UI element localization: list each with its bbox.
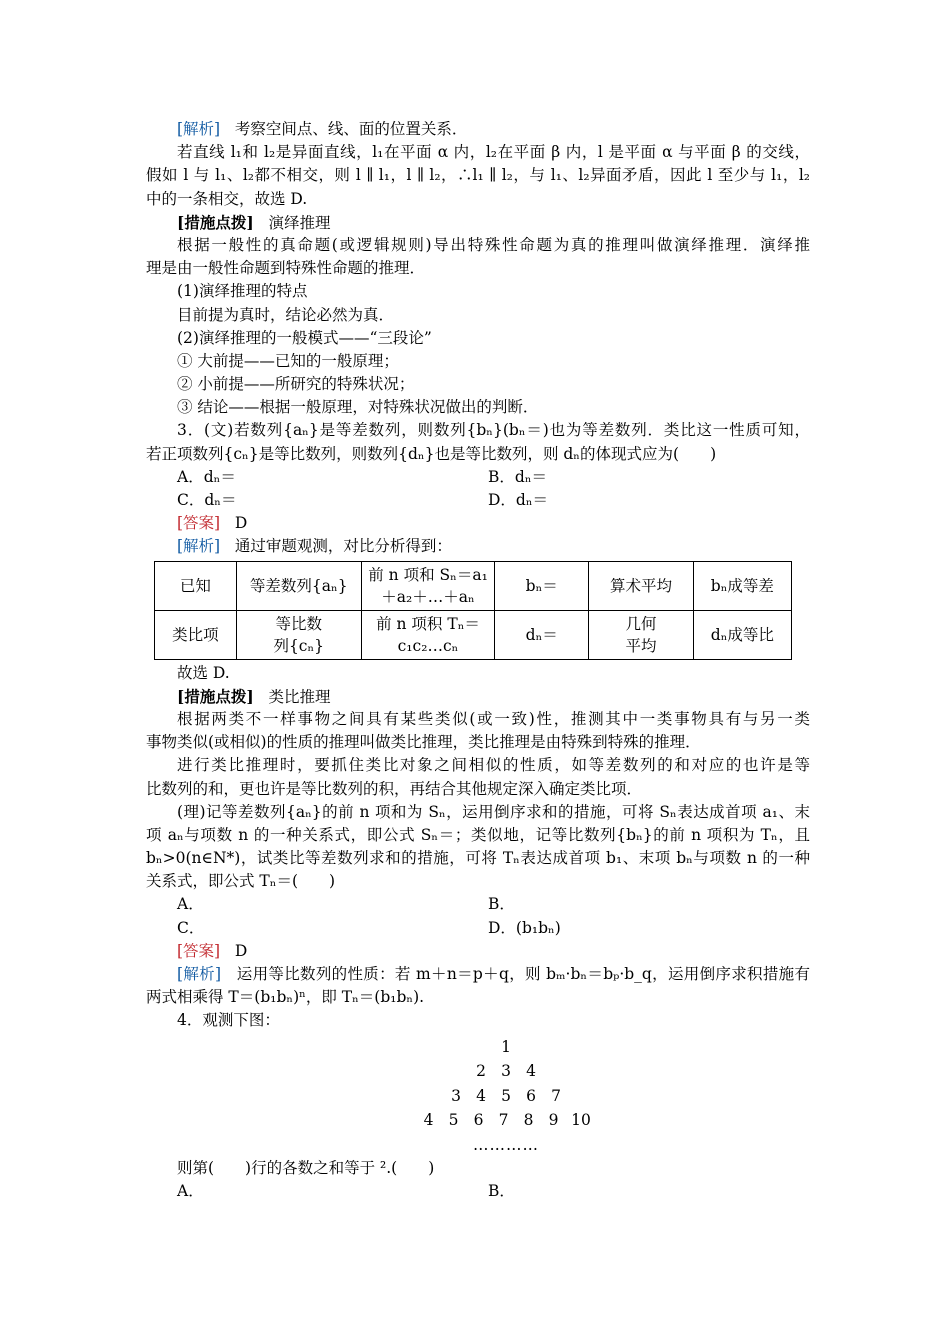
option-b: B． xyxy=(488,1182,515,1201)
analysis-line xyxy=(146,963,810,986)
triangle-number: 7 xyxy=(551,1086,561,1105)
triangle-number: 8 xyxy=(523,1111,534,1130)
paragraph-line: 理是由一般性命题到特殊性命题的推理． xyxy=(146,259,426,278)
triangle-number: 9 xyxy=(548,1111,559,1130)
table-cell: bₙ＝ xyxy=(495,561,589,610)
table-cell xyxy=(361,561,494,610)
analysis-text: 运用等比数列的性质：若 m＋n＝p＋q，则 bₘ·bₙ＝bₚ·b_q，运用倒序求积措施有 xyxy=(236,965,810,983)
table-cell xyxy=(589,610,693,659)
method-title: 类比推理 xyxy=(268,687,331,706)
option-a: A． xyxy=(177,1182,204,1201)
cell-line: 前 n 项和 Sₙ＝a₁ xyxy=(368,565,488,584)
table-row xyxy=(155,610,792,659)
question-line: 关系式，即公式 Tₙ＝( ) xyxy=(146,872,336,891)
table-cell: 已知 xyxy=(155,561,237,610)
paragraph-line: ② 小前提——所研究的特殊状况； xyxy=(177,375,415,394)
option-c: C．dₙ＝ xyxy=(177,491,237,509)
paragraph-line: 故选 D. xyxy=(177,663,230,682)
paragraph-line: (2)演绎推理的一般模式——“三段论” xyxy=(177,328,432,347)
method-tag: [措施点拨] xyxy=(177,686,254,706)
option-b: B． xyxy=(488,895,515,914)
triangle-row xyxy=(174,1084,838,1109)
question-line: 4．观测下图： xyxy=(177,1011,280,1030)
method-heading xyxy=(146,211,810,234)
paragraph-line: (1)演绎推理的特点 xyxy=(177,282,308,301)
option-a: A． xyxy=(177,895,204,914)
analysis-tag: [解析] xyxy=(177,537,221,556)
paragraph-line: 目前提为真时，结论必然为真． xyxy=(177,305,395,324)
question-line: 则第( )行的各数之和等于 ².( ) xyxy=(177,1159,435,1178)
option-row xyxy=(146,917,810,940)
triangle-number: 4 xyxy=(476,1086,486,1105)
option-row xyxy=(146,489,810,512)
question-line: 3．(文)若数列{aₙ}是等差数列，则数列{bₙ}(bₙ＝)也为等差数列．类比这一性质可知， xyxy=(177,421,810,440)
triangle-number: 6 xyxy=(526,1086,536,1105)
triangle-row xyxy=(174,1035,838,1060)
option-d: D．dₙ＝ xyxy=(488,491,549,509)
triangle-number: 10 xyxy=(571,1111,591,1130)
cell-line: c₁c₂…cₙ xyxy=(397,636,459,655)
paragraph-line: 中的一条相交，故选 D. xyxy=(146,189,308,208)
option-b: B．dₙ＝ xyxy=(488,467,548,486)
triangle-number: 3 xyxy=(501,1062,511,1081)
paragraph-line: 若直线 l₁和 l₂是异面直线，l₁在平面 α 内，l₂在平面 β 内，l 是平面 α 与平面 β 的交线， xyxy=(177,143,810,162)
triangle-row xyxy=(174,1108,838,1133)
question-line: 项 aₙ与项数 n 的一种关系式，即公式 Sₙ＝；类似地，记等比数列{bₙ}的前 n 项积为 Tₙ，且 xyxy=(146,825,810,844)
question-line: (理)记等差数列{aₙ}的前 n 项和为 Sₙ，运用倒序求和的措施，可将 Sₙ表达成首项 a₁、末 xyxy=(177,802,810,821)
option-a: A．dₙ＝ xyxy=(177,467,236,486)
triangle-number: 4 xyxy=(423,1111,434,1130)
triangle-number: 7 xyxy=(498,1111,509,1130)
paragraph-line: ① 大前提——已知的一般原理； xyxy=(177,351,399,370)
answer-value: D xyxy=(234,514,248,533)
number-triangle xyxy=(146,1035,810,1158)
comparison-table xyxy=(154,561,792,660)
answer-tag: [答案] xyxy=(177,941,221,960)
answer-line xyxy=(146,512,810,535)
analysis-line xyxy=(146,118,810,141)
triangle-dots: ………… xyxy=(473,1135,539,1154)
answer-tag: [答案] xyxy=(177,514,221,533)
table-cell: 等差数列{aₙ} xyxy=(236,561,361,610)
analysis-tag: [解析] xyxy=(177,965,222,983)
method-heading xyxy=(146,685,810,708)
analysis-line: 两式相乘得 T＝(b₁bₙ)ⁿ，即 Tₙ＝(b₁bₙ). xyxy=(146,988,425,1007)
paragraph-line: 比数列的和，更也许是等比数列的积，再结合其他规定深入确定类比项． xyxy=(146,779,643,798)
table-cell: bₙ成等差 xyxy=(693,561,791,610)
triangle-number: 3 xyxy=(451,1086,461,1105)
table-cell xyxy=(236,610,361,659)
option-c: C． xyxy=(177,918,205,937)
paragraph-line: 假如 l 与 l₁、l₂都不相交，则 l ∥ l₁，l ∥ l₂，∴l₁ ∥ l₂，与 l₁、l₂异面矛盾，因此 l 至少与 l₁，l₂ xyxy=(146,166,810,185)
document-page xyxy=(146,118,810,1203)
method-title: 演绎推理 xyxy=(268,213,331,232)
option-row xyxy=(146,1180,810,1203)
analysis-text: 通过审题观测，对比分析得到： xyxy=(234,537,452,556)
table-cell: dₙ成等比 xyxy=(693,610,791,659)
cell-line: 平均 xyxy=(625,636,657,655)
paragraph-line: 根据一般性的真命题(或逻辑规则)导出特殊性命题为真的推理叫做演绎推理．演绎推 xyxy=(177,235,810,254)
triangle-number: 4 xyxy=(526,1062,536,1081)
option-row xyxy=(146,893,810,916)
triangle-row xyxy=(174,1059,838,1084)
paragraph-line: 根据两类不一样事物之间具有某些类似(或一致)性，推测其中一类事物具有与另一类 xyxy=(177,709,810,728)
analysis-tag: [解析] xyxy=(177,120,221,138)
option-d: D．(b₁bₙ) xyxy=(488,918,561,937)
cell-line: ＋a₂＋…＋aₙ xyxy=(381,587,475,606)
question-line: 若正项数列{cₙ}是等比数列，则数列{dₙ}也是等比数列，则 dₙ的体现式应为( ) xyxy=(146,444,717,463)
table-cell: 类比项 xyxy=(155,610,237,659)
analysis-text: 考察空间点、线、面的位置关系． xyxy=(234,120,468,138)
cell-line: 前 n 项积 Tₙ＝ xyxy=(376,614,480,633)
triangle-number: 2 xyxy=(476,1062,486,1081)
table-row xyxy=(155,561,792,610)
paragraph-line: 进行类比推理时，要抓住类比对象之间相似的性质，如等差数列的和对应的也许是等 xyxy=(177,756,810,775)
question-line: bₙ>0(n∈N*)，试类比等差数列求和的措施，可将 Tₙ表达成首项 b₁、末项 bₙ与项数 n 的一种 xyxy=(146,849,810,868)
triangle-number: 6 xyxy=(473,1111,484,1130)
cell-line: 几何 xyxy=(625,614,657,633)
answer-value: D xyxy=(234,941,248,960)
table-cell: dₙ＝ xyxy=(495,610,589,659)
answer-line xyxy=(146,940,810,963)
table-cell xyxy=(361,610,494,659)
method-tag: [措施点拨] xyxy=(177,212,254,232)
triangle-number: 1 xyxy=(501,1037,511,1056)
analysis-line xyxy=(146,535,810,558)
triangle-number: 5 xyxy=(448,1111,459,1130)
cell-line: 列{cₙ} xyxy=(273,636,325,655)
paragraph-line: 事物类似(或相似)的性质的推理叫做类比推理，类比推理是由特殊到特殊的推理． xyxy=(146,733,701,752)
table-cell: 算术平均 xyxy=(589,561,693,610)
paragraph-line: ③ 结论——根据一般原理，对特殊状况做出的判断． xyxy=(177,398,539,417)
option-row xyxy=(146,466,810,489)
triangle-number: 5 xyxy=(501,1086,511,1105)
cell-line: 等比数 xyxy=(275,614,322,633)
